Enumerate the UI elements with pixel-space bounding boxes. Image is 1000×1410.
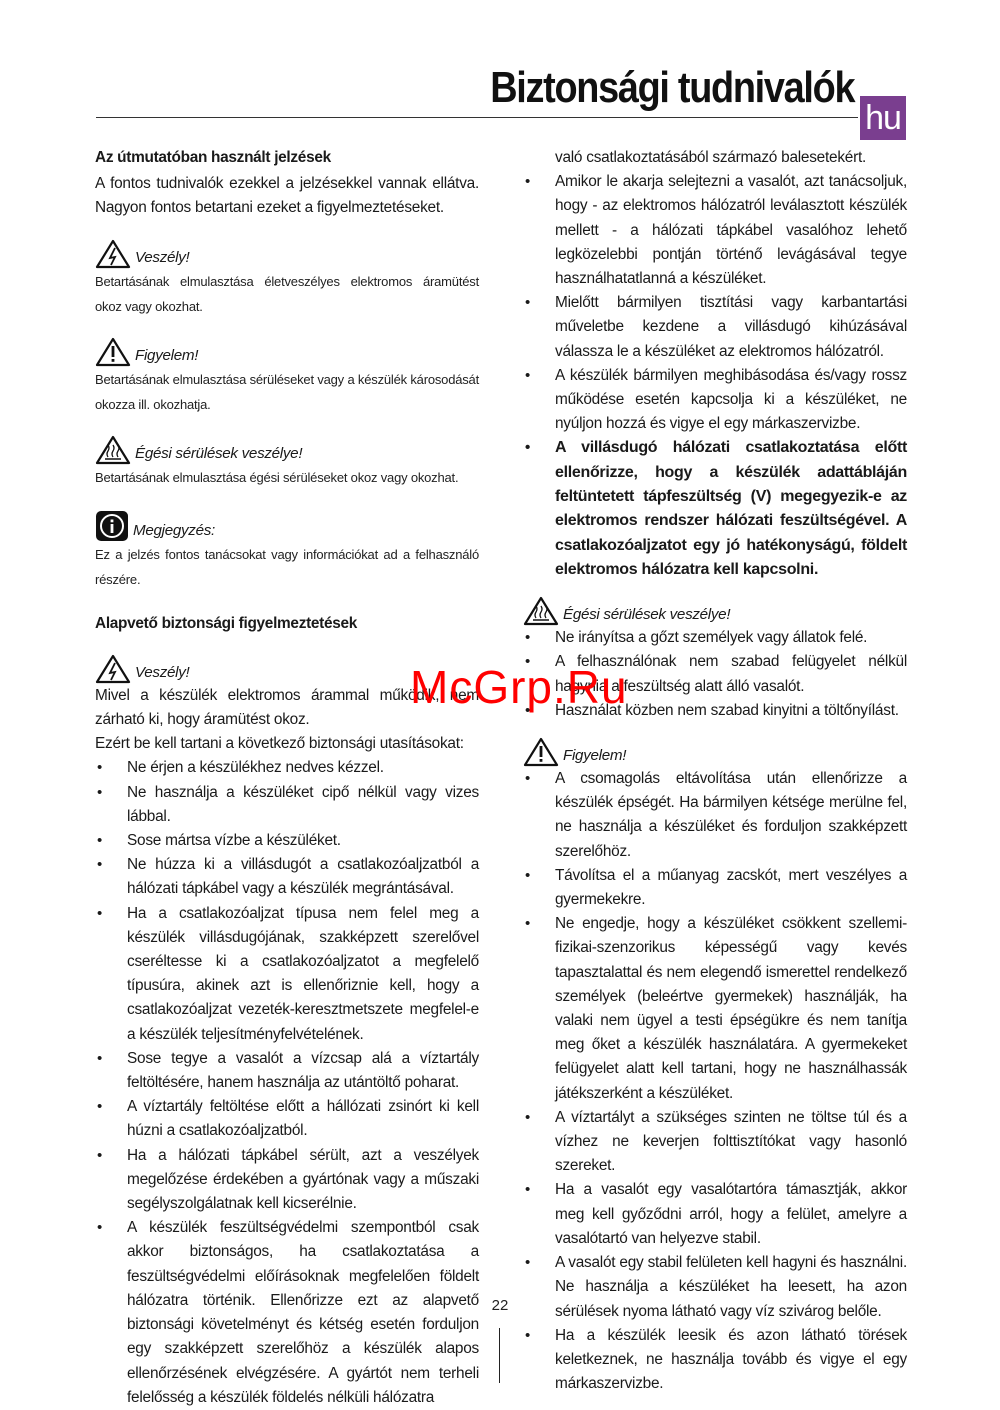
signal-note-text: Ez a jelzés fontos tanácsokat vagy információkat ad a felhasználó részére.	[95, 546, 479, 587]
danger2-label: Veszély!	[135, 663, 190, 681]
signal-warning-label: Figyelem!	[135, 346, 199, 364]
continued-text: való csatlakoztatásából származó balesetekért.	[555, 149, 867, 166]
signal-burn-text: Betartásának elmulasztása égési sérüléseket okoz vagy okozhat.	[95, 469, 459, 485]
list-item: • A felhasználónak nem szabad felügyelet nélkül hagynia a feszültség alatt álló vasalót.	[523, 650, 907, 698]
list-item: • A készülék bármilyen meghibásodása és/vagy rossz működése esetén kapcsolja ki a készüléket, ne nyúljon hozzá és vigye el egy márkaszervizbe.	[523, 364, 907, 437]
warning-icon	[523, 737, 559, 767]
header-divider	[96, 117, 858, 118]
list-item: • Távolítsa el a műanyag zacskót, mert veszélyes a gyermekekre.	[523, 864, 907, 912]
list-item: • A víztartály feltöltése előtt a hállózati zsinórt ki kell húzni a csatlakozóaljzatból.	[95, 1095, 479, 1143]
list-item: • Ha a csatlakozóaljzat típusa nem felel meg a készülék villásdugójának, szakképzett szerelővel cseréltesse ki a csatlakozóaljzatot a megfelelő típusúra, akinek azt is ellenőriznie kell, hogy a csatlakozóaljzat vezeték-keresztmetszete megfelel-e a készülék teljesítményfelvételének.	[95, 902, 479, 1047]
info-icon	[95, 510, 129, 542]
signal-note-label: Megjegyzés:	[133, 521, 215, 539]
caution-warning-label: Figyelem!	[563, 747, 627, 765]
page-number: 22	[491, 1297, 509, 1314]
right-column	[523, 146, 907, 1396]
list-item: • Ne engedje, hogy a készüléket csökkent szellemi-fizikai-szenzorikus képességű vagy kevés tapasztalattal és nem elegendő ismerettel rendelkező személyek (beleértve gyermekek) használják, ha valaki nem ügyel a testi épségükre és nem tanítja meg őket a készülék használatára. A gyermekeket felügyelet alatt kell tartani, hogy ne használhassák játékszerként a készüléket.	[523, 912, 907, 1106]
list-item: • A vasalót egy stabil felületen kell hagyni és használni. Ne használja a készüléket ha leesett, ha azon sérülések nyoma látható vagy víz szivárog belőle.	[523, 1251, 907, 1324]
list-item: • A csomagolás eltávolítása után ellenőrizze a készülék épségét. Ha bármilyen kétsége merülne fel, ne használja a készüléket és forduljon szakképzett szerelőhöz.	[523, 767, 907, 864]
list-item: • Ha a készülék leesik és azon látható törések keletkeznek, ne használja tovább és vigye el egy márkaszervizbe.	[523, 1324, 907, 1397]
signal-danger-text: Betartásának elmulasztása életveszélyes elektromos áramütést okoz vagy okozhat.	[95, 273, 479, 314]
list-item: • A víztartályt a szükséges szinten ne töltse túl és a vízhez ne keverjen folttisztítókat vagy hasonló szereket.	[523, 1106, 907, 1179]
language-badge: hu	[860, 96, 906, 140]
signal-danger	[95, 235, 479, 269]
signal-burn	[95, 431, 479, 465]
page-title: Biztonsági tudnivalók	[490, 63, 854, 112]
caution-warning	[523, 733, 907, 767]
burn-warning-label: Égési sérülések veszélye!	[563, 606, 731, 624]
footer-divider	[499, 1328, 500, 1383]
list-item-bold: • A villásdugó hálózati csatlakoztatása előtt ellenőrizze, hogy a készülék adattábláján feltüntetett tápfeszültség (V) megegyezik-e az elektromos rendszer hálózati feszültségével. A csatlakozóaljzatot egy jó hatékonyságú, földelt elektromos hálózatra kell kapcsolni.	[523, 436, 907, 582]
list-item: • Ne húzza ki a villásdugót a csatlakozóaljzatból a hálózati tápkábel vagy a készülék megrántásával.	[95, 853, 479, 901]
list-item: • Ha a vasalót egy vasalótartóra támasztják, akkor meg kell győződni arról, hogy a felület, amelyre a vasalótartó van helyezve stabil.	[523, 1178, 907, 1251]
signal-note	[95, 504, 479, 542]
list-item: • Sose tegye a vasalót a vízcsap alá a víztartály feltöltésére, hanem használja az utántöltő poharat.	[95, 1047, 479, 1095]
burn-warning	[523, 592, 907, 626]
section-heading-basic-warnings: Alapvető biztonsági figyelmeztetések	[95, 614, 358, 632]
section-heading-signals: Az útmutatóban használt jelzések	[95, 149, 331, 166]
list-item: • Ne használja a készüléket cipő nélkül vagy vizes lábbal.	[95, 781, 479, 829]
danger2-text-2: Ezért be kell tartani a következő biztonsági utasításokat:	[95, 735, 464, 753]
hot-surface-icon	[523, 596, 559, 626]
signal-burn-label: Égési sérülések veszélye!	[135, 444, 303, 462]
list-item: • Használat közben nem szabad kinyitni a töltőnyílást.	[523, 699, 907, 723]
list-item: • Ne irányítsa a gőzt személyek vagy állatok felé.	[523, 626, 907, 650]
danger2-text-1: Mivel a készülék elektromos árammal működik, nem zárható ki, hogy áramütést okoz.	[95, 686, 479, 729]
warning-icon	[95, 337, 131, 367]
list-item: • Ne érjen a készülékhez nedves kézzel.	[95, 756, 479, 780]
list-item: • Mielőtt bármilyen tisztítási vagy karbantartási műveletbe kezdene a villásdugó kihúzásával válassza le a készüléket az elektromos hálózatról.	[523, 291, 907, 364]
signal-warning	[95, 333, 479, 367]
list-item: • A készülék feszültségvédelmi szempontból csak akkor biztonságos, ha csatlakoztatása a feszültségvédelmi előírásoknak megfelelően földelt hálózatra történik. Ellenőrizze ezt az alapvető biztonsági követelményt és kétség esetén forduljon egy szakképzett szerelőhöz a készülék alapos ellenőrzésének elvégzésére. A gyártót nem terheli felelősség a készülék földelés nélküli hálózatra	[95, 1216, 479, 1410]
list-item: • Amikor le akarja selejtezni a vasalót, azt tanácsoljuk, hogy - az elektromos hálózatról leválasztott készülék mellett - a hálózati tápkábel vasalóhoz lehető legközelebbi pontján történő levágásával tegye használhatatlanná a készüléket.	[523, 170, 907, 291]
electric-hazard-icon	[95, 239, 131, 269]
list-item: • Ha a hálózati tápkábel sérült, azt a veszélyek megelőzése érdekében a gyártónak vagy a műszaki segélyszolgálatnak kell kicserélnie.	[95, 1144, 479, 1217]
electric-hazard-icon	[95, 654, 131, 684]
signals-intro: A fontos tudnivalók ezekkel a jelzésekkel vannak ellátva. Nagyon fontos betartani ezeket a figyelmeztetéseket.	[95, 175, 479, 217]
left-column	[95, 146, 479, 1410]
right-bullet-list	[523, 170, 907, 582]
signal-warning-text: Betartásának elmulasztása sérüléseket vagy a készülék károsodását okozza ill. okozhatja.	[95, 371, 479, 412]
hot-surface-icon	[95, 435, 131, 465]
list-item: • Sose mártsa vízbe a készüléket.	[95, 829, 479, 853]
watermark: McGrp.Ru	[410, 661, 628, 713]
signal-danger-label: Veszély!	[135, 248, 190, 266]
